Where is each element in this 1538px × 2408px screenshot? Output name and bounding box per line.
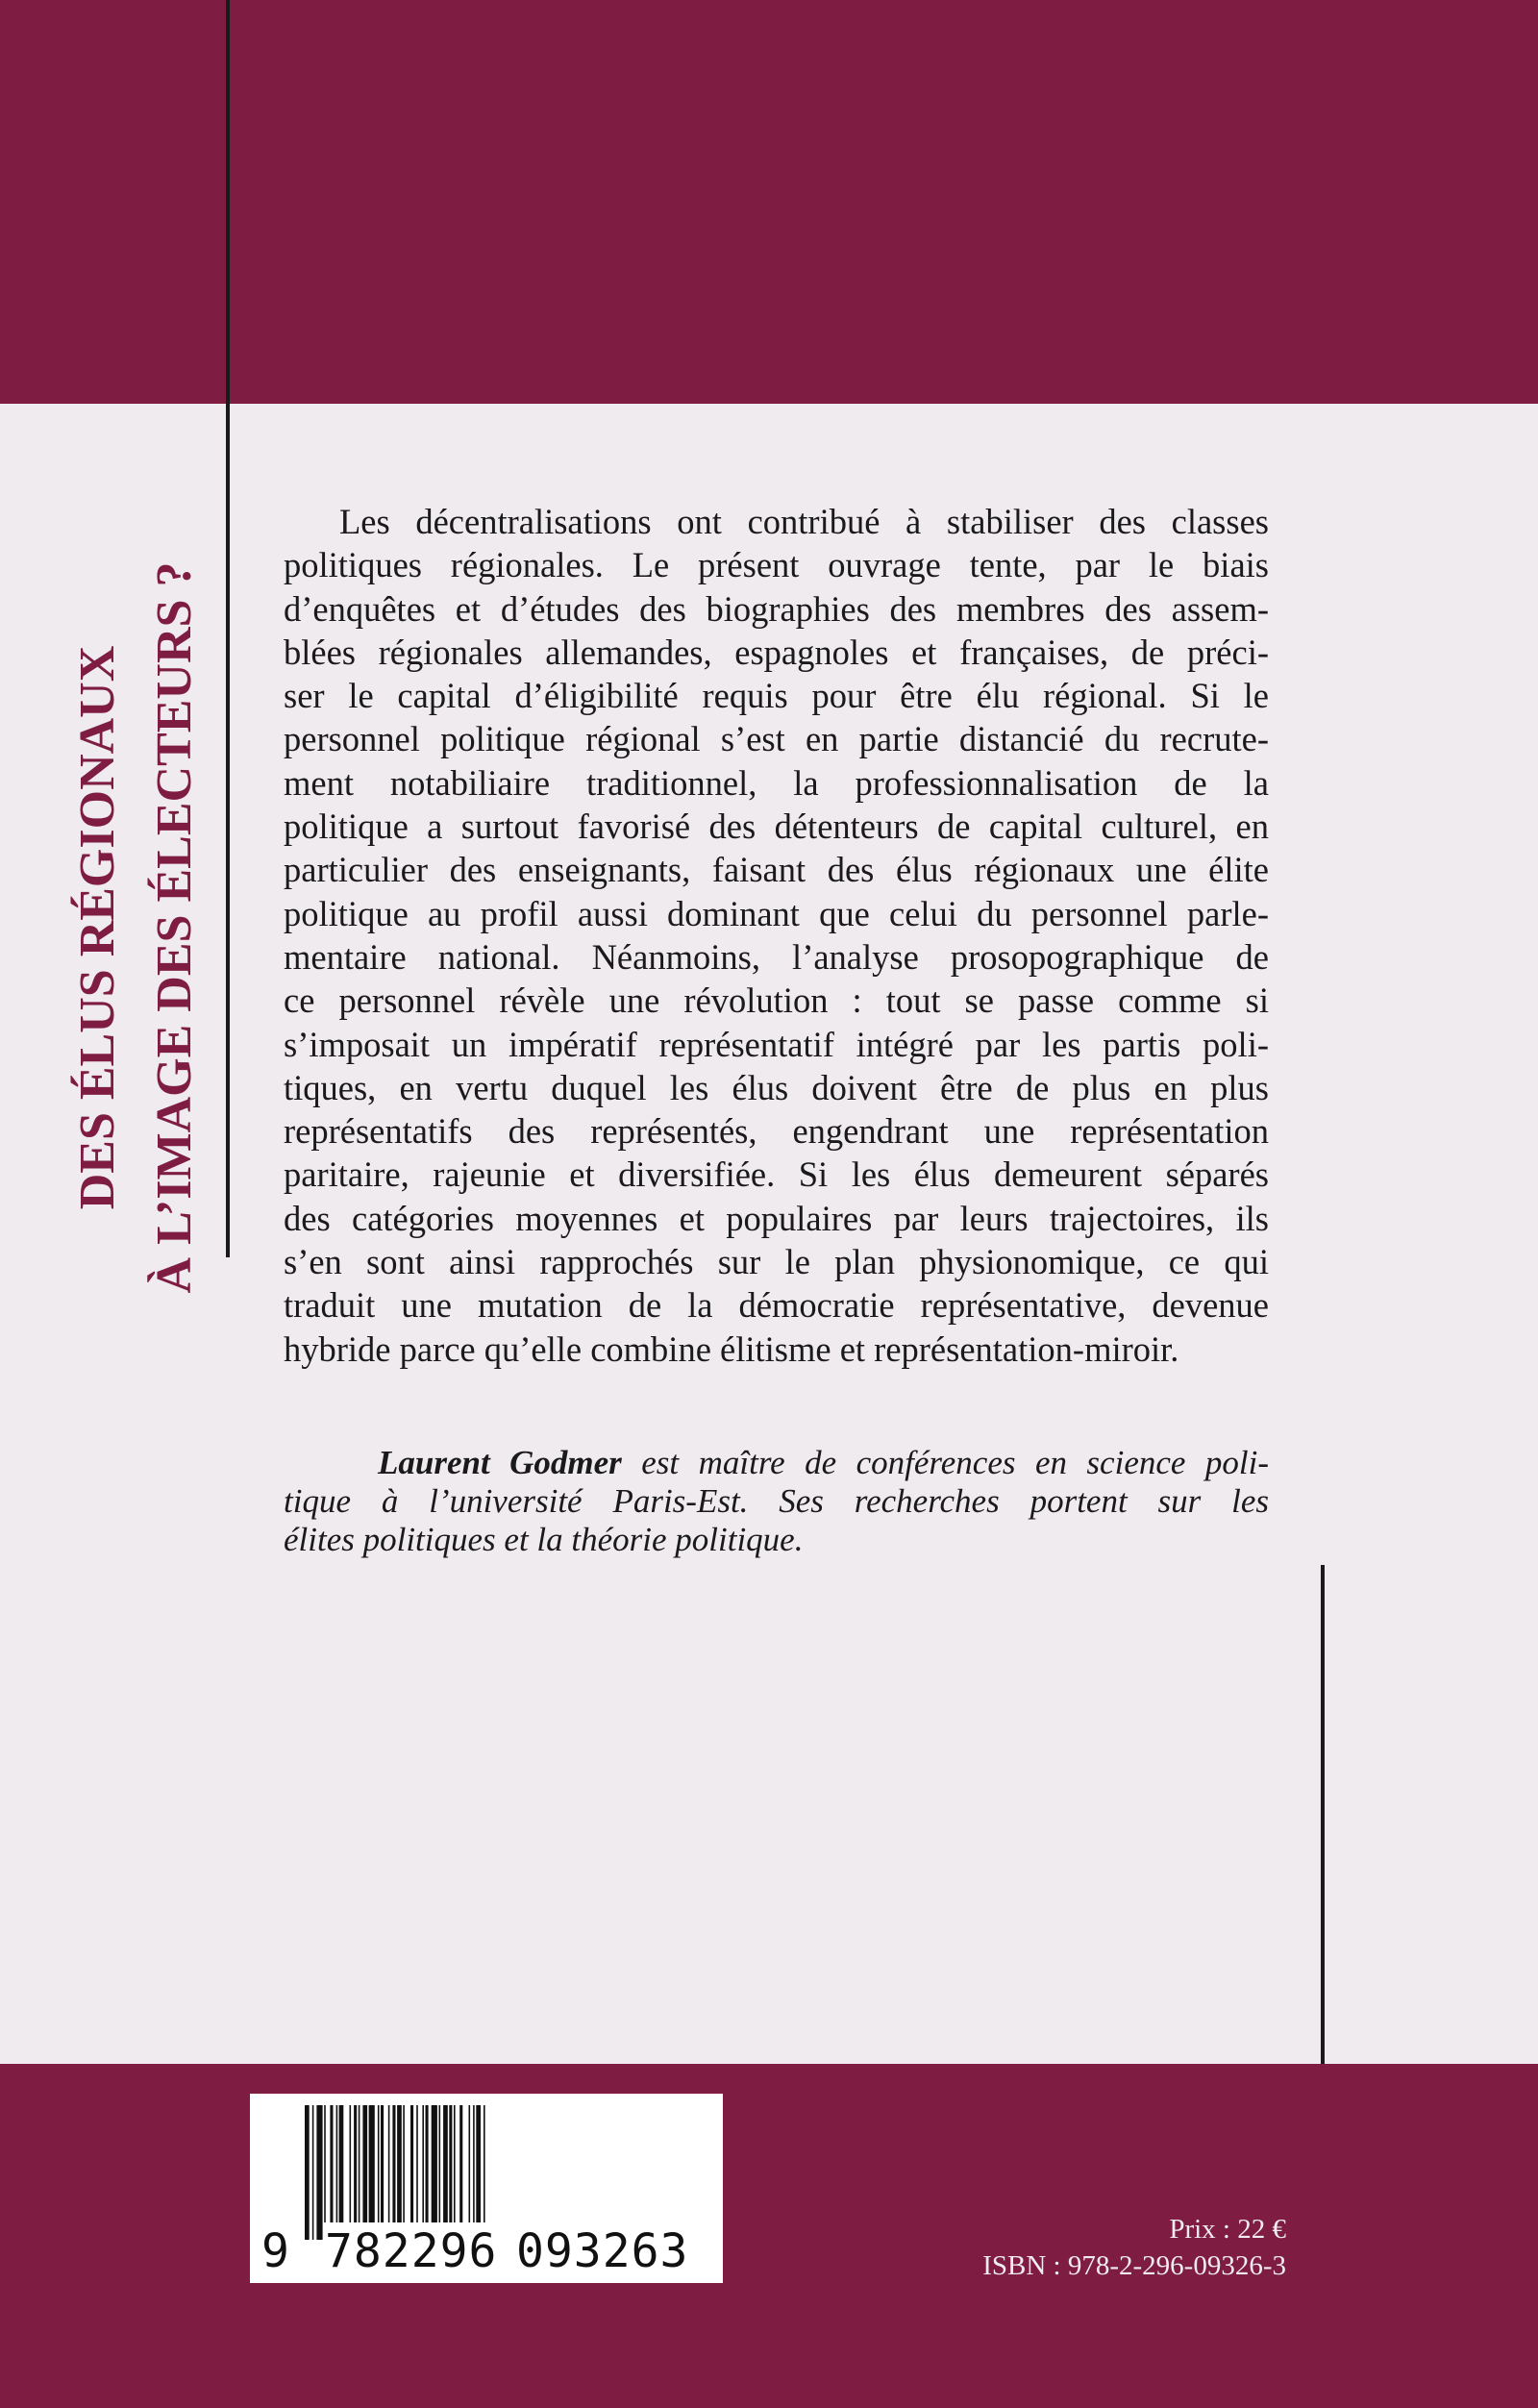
summary-line: politiques régionales. Le présent ouvrage tente, par le biais (284, 545, 1269, 585)
barcode-bar (330, 2105, 333, 2240)
summary-line: représentatifs des représentés, engendrant une représentation (284, 1111, 1269, 1152)
isbn-label: ISBN : 978-2-296-09326-3 (982, 2250, 1286, 2281)
barcode-bar (403, 2105, 405, 2240)
barcode-bars (305, 2105, 682, 2240)
summary-line: des catégories moyennes et populaires par leurs trajectoires, ils (284, 1198, 1269, 1238)
barcode-bar (381, 2105, 384, 2240)
barcode-bar (426, 2105, 429, 2240)
barcode-bar (484, 2105, 485, 2240)
summary-line: blées régionales allemandes, espagnoles et françaises, de préci- (284, 632, 1269, 672)
summary-line: s’imposait un impératif représentatif intégré par les partis poli- (284, 1024, 1269, 1064)
barcode-bar (397, 2105, 402, 2240)
barcode-bar (454, 2105, 456, 2240)
barcode (250, 2094, 723, 2283)
barcode-bar (354, 2105, 357, 2240)
barcode-bar (362, 2105, 367, 2240)
summary-line: particulier des enseignants, faisant des élus régionaux une élite (284, 850, 1269, 890)
barcode-bar (410, 2105, 413, 2240)
barcode-bar (316, 2105, 322, 2240)
bio-line: élites politiques et la théorie politique. (284, 1521, 804, 1558)
barcode-first-digit: 9 (261, 2224, 290, 2278)
summary-line: traduit une mutation de la démocratie représentative, devenue (284, 1285, 1269, 1326)
barcode-bar (305, 2105, 310, 2240)
summary-line: s’en sont ainsi rapprochés sur le plan physionomique, ce qui (284, 1242, 1269, 1282)
summary-line: politique a surtout favorisé des détenteurs de capital culturel, en (284, 807, 1269, 847)
barcode-bar (324, 2105, 326, 2240)
bio-line (284, 1444, 1269, 1482)
summary-line: ce personnel révèle une révolution : tout se passe comme si (284, 981, 1269, 1021)
barcode-bar (416, 2105, 418, 2240)
barcode-bar (359, 2105, 360, 2240)
barcode-bar (350, 2105, 352, 2240)
summary-text (284, 500, 1269, 1371)
barcode-bar (312, 2105, 314, 2240)
price-label: Prix : 22 € (1169, 2214, 1286, 2245)
spine-title-line1: DES ÉLUS RÉGIONAUX (70, 645, 125, 1210)
summary-line: paritaire, rajeunie et diversifiée. Si les élus demeurent séparés (284, 1154, 1269, 1195)
summary-line: hybride parce qu’elle combine élitisme et représentation-miroir. (284, 1328, 1179, 1369)
bio-line1-text: est maître de conférences en science poli- (621, 1444, 1269, 1481)
barcode-bar (339, 2105, 344, 2240)
summary-line: mentaire national. Néanmoins, l’analyse prosopographique de (284, 936, 1269, 977)
barcode-bar (449, 2105, 452, 2240)
barcode-bar (392, 2105, 395, 2240)
barcode-digits (261, 2222, 723, 2280)
author-name: Laurent Godmer (378, 1444, 622, 1481)
summary-line: politique au profil aussi dominant que celui du personnel parle- (284, 893, 1269, 933)
summary-line: d’enquêtes et d’études des biographies des membres des assem- (284, 588, 1269, 629)
barcode-bar (443, 2105, 448, 2240)
barcode-bar (459, 2105, 462, 2240)
barcode-bar (473, 2105, 475, 2240)
summary-line: ser le capital d’éligibilité requis pour être élu régional. Si le (284, 676, 1269, 716)
bio-line: tique à l’université Paris-Est. Ses recherches portent sur les (284, 1482, 1269, 1520)
top-color-band (0, 0, 1538, 404)
barcode-bar (432, 2105, 437, 2240)
barcode-bar (336, 2105, 338, 2240)
summary-line: personnel politique régional s’est en partie distancié du recrute- (284, 719, 1269, 759)
barcode-bar (388, 2105, 390, 2240)
barcode-bar (469, 2105, 471, 2240)
barcode-bar (439, 2105, 441, 2240)
left-vertical-rule (226, 0, 230, 1257)
spine-title-line2: À L’IMAGE DES ÉLECTEURS ? (147, 561, 202, 1294)
barcode-bar (369, 2105, 375, 2240)
spine-title (60, 495, 213, 1360)
summary-line: Les décentralisations ont contribué à stabiliser des classes (339, 502, 1269, 541)
barcode-bar (378, 2105, 380, 2240)
bottom-color-band (0, 2064, 1538, 2408)
author-bio (284, 1444, 1269, 1559)
barcode-bar (476, 2105, 481, 2240)
summary-line: tiques, en vertu duquel les élus doivent être de plus en plus (284, 1067, 1269, 1107)
barcode-bar (422, 2105, 424, 2240)
barcode-digit-group-1: 782296 (325, 2224, 498, 2278)
summary-line: ment notabiliaire traditionnel, la professionnalisation de la (284, 762, 1269, 803)
barcode-digit-group-2: 093263 (516, 2224, 689, 2278)
